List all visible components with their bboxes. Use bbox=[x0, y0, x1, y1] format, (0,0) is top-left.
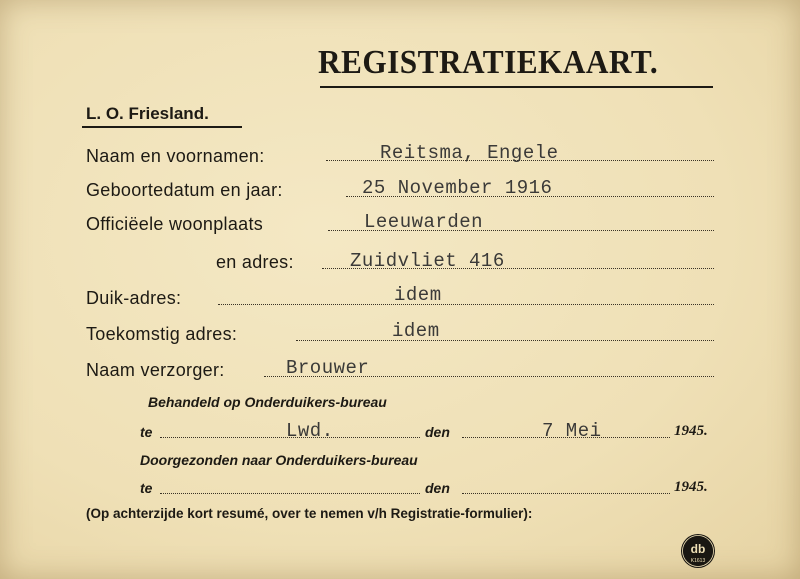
hiding-address-dotted-line bbox=[218, 304, 714, 305]
footer-note: (Op achterzijde kort resumé, over te nemen v/h Registratie-formulier): bbox=[86, 506, 533, 521]
caretaker-value: Brouwer bbox=[286, 357, 370, 379]
processed-te-label: te bbox=[140, 424, 153, 440]
caretaker-label: Naam verzorger: bbox=[86, 360, 225, 380]
printer-logo-svg bbox=[681, 534, 715, 568]
forwarded-heading: Doorgezonden naar Onderduikers-bureau bbox=[140, 452, 418, 468]
organization-underline bbox=[82, 126, 242, 128]
name-label: Naam en voornamen: bbox=[86, 146, 265, 166]
forwarded-year: 1945. bbox=[674, 479, 708, 495]
future-address-label: Toekomstig adres: bbox=[86, 324, 238, 344]
title-underline bbox=[320, 86, 713, 88]
hiding-address-label: Duik-adres: bbox=[86, 288, 182, 308]
birth-value: 25 November 1916 bbox=[362, 177, 553, 199]
card-title: REGISTRATIEKAART. bbox=[318, 44, 659, 81]
processed-date-value: 7 Mei bbox=[542, 420, 602, 442]
processed-place-value: Lwd. bbox=[286, 420, 334, 442]
forwarded-date-dotted-line bbox=[462, 493, 670, 494]
logo-subtext: K1613 bbox=[690, 558, 706, 564]
residence-label: Officiëele woonplaats bbox=[86, 214, 264, 234]
forwarded-te-label: te bbox=[140, 480, 153, 496]
forwarded-den-label: den bbox=[425, 480, 450, 496]
logo-text: db bbox=[690, 542, 706, 556]
future-address-value: idem bbox=[392, 320, 440, 342]
organization-label: L. O. Friesland. bbox=[86, 104, 209, 123]
printer-logo-icon bbox=[681, 534, 715, 568]
future-address-dotted-line bbox=[296, 340, 714, 341]
residence-value: Leeuwarden bbox=[364, 211, 484, 233]
address-label: en adres: bbox=[216, 252, 294, 272]
processed-den-label: den bbox=[425, 424, 450, 440]
processed-heading: Behandeld op Onderduikers-bureau bbox=[148, 394, 387, 410]
hiding-address-value: idem bbox=[394, 284, 442, 306]
birth-label: Geboortedatum en jaar: bbox=[86, 180, 283, 200]
processed-year: 1945. bbox=[674, 423, 708, 439]
forwarded-place-dotted-line bbox=[160, 493, 420, 494]
address-value: Zuidvliet 416 bbox=[350, 250, 505, 272]
name-value: Reitsma, Engele bbox=[380, 142, 559, 164]
